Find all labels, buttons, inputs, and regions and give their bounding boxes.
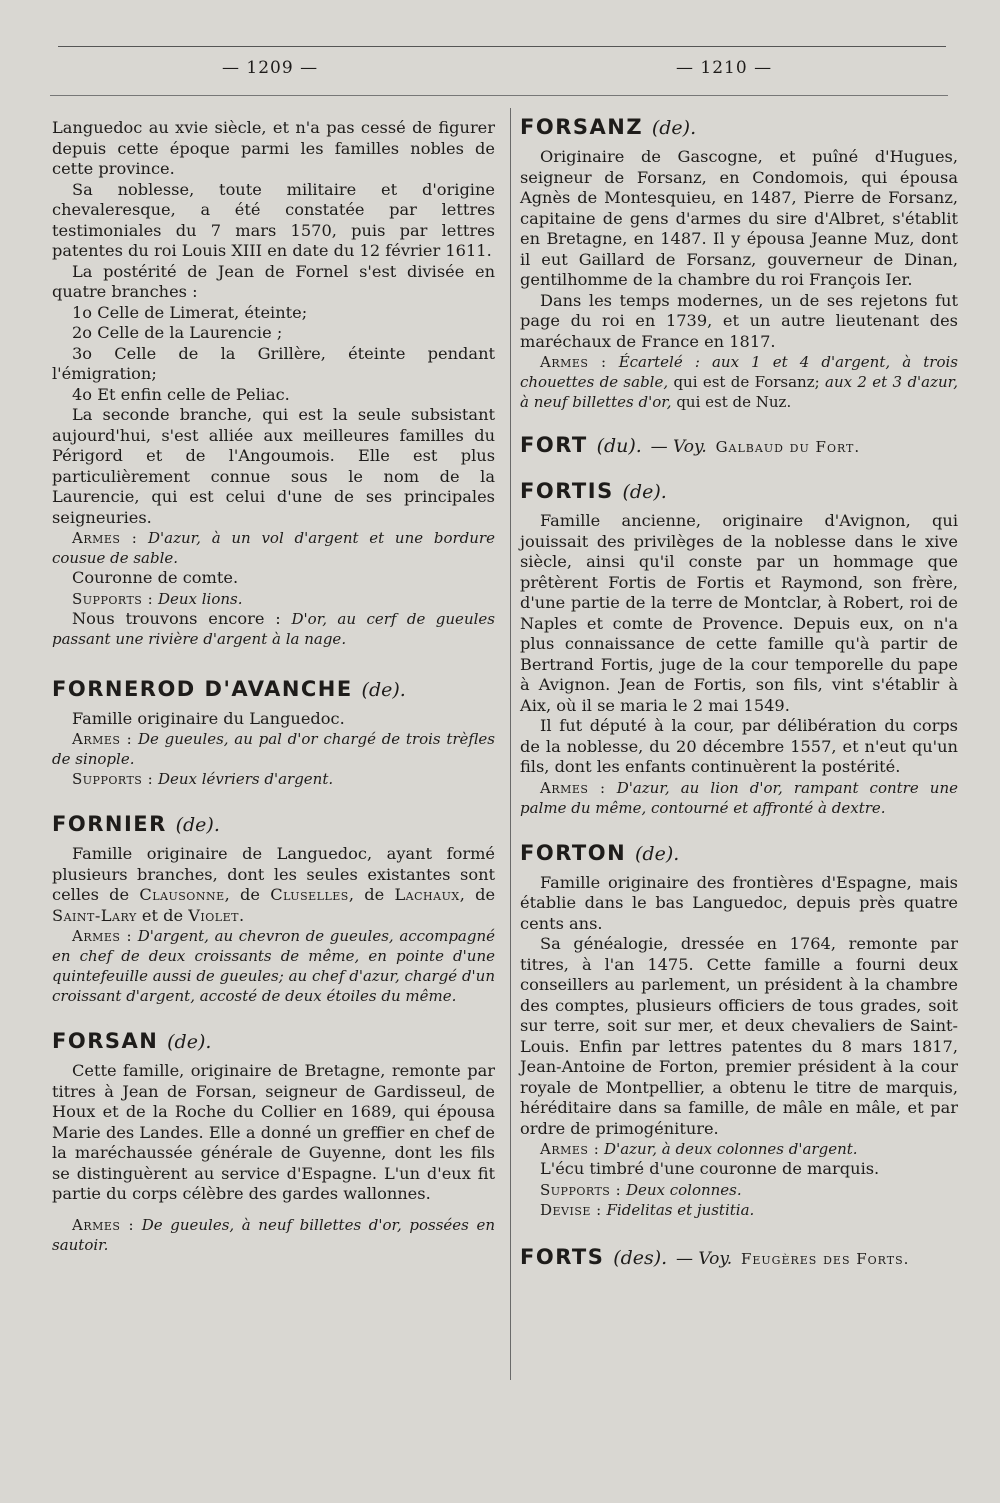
right-column bbox=[520, 114, 958, 1278]
fornerod-supports bbox=[52, 769, 495, 789]
forsan-arms bbox=[52, 1215, 495, 1255]
separator: . bbox=[238, 905, 245, 925]
see-also-reference: Galbaud du Fort. bbox=[715, 438, 861, 456]
entry-heading-fort bbox=[520, 432, 958, 460]
entry-title: FORTON bbox=[520, 840, 627, 865]
entry-heading-fortis bbox=[520, 478, 958, 505]
left-page-number: — 1209 — bbox=[222, 58, 319, 78]
entry-heading-forsanz bbox=[520, 114, 958, 141]
column-divider bbox=[510, 108, 511, 1380]
arms-text: D'azur, à un vol d'argent et une bordure cousue de sable. bbox=[52, 529, 495, 567]
arms-note: qui est de Nuz. bbox=[676, 393, 792, 411]
fortis-paragraph-1: Famille ancienne, originaire d'Avignon, qui jouissait des privilèges de la noblesse dans le xive siècle, ainsi qu'il conste par un hommage que prêtèrent Fortis de Fortis et Raymond, son frère, d'une partie de la terre de Montclar, à Robert, roi de Naples et comte de Provence. Depuis eux, on n'a plus connaissance de cette famille qu'à partir de Bertrand Fortis, juge de la cour temporelle du pape à Avignon. Jean de Fortis, son fils, vint s'établir à Aix, où il se maria le 2 mai 1549. bbox=[520, 511, 958, 715]
entry-particle: (de). bbox=[175, 814, 220, 836]
entry-title: FORT bbox=[520, 433, 588, 457]
entry-title: FORTS bbox=[520, 1244, 605, 1269]
forsanz-paragraph-1: Originaire de Gascogne, et puîné d'Hugues, seigneur de Forsanz, en Condomois, qui épousa Agnès de Montesquieu, en 1487, Pierre de Forsanz, capitaine de gens d'armes du sire d'Albret, s'établit en Bretagne, en 1487. Il y épousa Jeanne Muz, dont il eut Gaillard de Forsanz, gouverneur de Dinan, gentilhomme de la chambre du roi François Ier. bbox=[520, 147, 958, 289]
see-also: — Voy. bbox=[650, 437, 707, 457]
left-paragraph-4: La seconde branche, qui est la seule subsistant aujourd'hui, s'est alliée aux meilleures familles du Périgord et de l'Angoumois. Elle est plus particulièrement connue sous le nom de la Laurencie, qui est celui d'une de ses principales seigneuries. bbox=[52, 405, 495, 527]
entry-particle: (de). bbox=[622, 481, 667, 503]
arms-label: Armes : bbox=[72, 529, 138, 547]
arms-text: D'azur, au lion d'or, rampant contre une palme du même, contourné et affronté à dextre. bbox=[520, 778, 959, 817]
entry-title: FORSANZ bbox=[520, 115, 644, 139]
family-saint-lary: Saint-Lary bbox=[52, 905, 137, 925]
supports-label: Supports : bbox=[540, 1180, 622, 1199]
left-column bbox=[52, 118, 495, 1255]
arms-label: Armes : bbox=[72, 927, 133, 945]
entry-title: FORNIER bbox=[52, 812, 167, 836]
separator: , de bbox=[348, 885, 385, 904]
crown-line: Couronne de comte. bbox=[72, 568, 239, 587]
branch-2: 2o Celle de la Laurencie ; bbox=[72, 323, 283, 342]
forton-paragraph-2: Sa généalogie, dressée en 1764, remonte par titres, à l'an 1475. Cette famille a fourni deux conseillers au parlement, un président à la chambre des comptes, plusieurs officiers de tous grades, soit sur terre, soit sur mer, et deux chevaliers de Saint-Louis. Enfin par lettres patentes du 8 mars 1817, Jean-Antoine de Forton, premier président à la cour royale de Montpellier, a obtenu le titre de marquis, héréditaire dans sa famille, de mâle en mâle, et par ordre de primogéniture. bbox=[520, 934, 958, 1138]
extra-arms-intro: Nous trouvons encore : bbox=[72, 608, 281, 628]
right-page-number: — 1210 — bbox=[676, 58, 773, 78]
arms-label: Armes : bbox=[72, 730, 133, 748]
forton-ecu: L'écu timbré d'une couronne de marquis. bbox=[540, 1159, 880, 1178]
arms-text: Écartelé : aux 1 et 4 d'argent, à trois chouettes de sable, bbox=[520, 353, 958, 391]
entry-particle: (de). bbox=[635, 842, 680, 865]
branch-1: 1o Celle de Limerat, éteinte; bbox=[72, 302, 308, 322]
forsan-paragraph: Cette famille, originaire de Bretagne, remonte par titres à Jean de Forsan, seigneur de Gardisseul, de Houx et de la Roche du Collier en 1689, qui épousa Marie des Landes. Elle a donné un greffier en chef de la maréchaussée générale de Guyenne, dont les fils se distinguèrent au service d'Espagne. L'un d'eux fit partie du corps célèbre des gardes wallonnes. bbox=[52, 1061, 495, 1203]
entry-particle: (du). bbox=[596, 435, 642, 457]
family-violet: Violet bbox=[188, 905, 239, 925]
left-paragraph-2: Sa noblesse, toute militaire et d'origine chevaleresque, a été constatée par lettres testimoniales du 7 mars 1570, puis par lettres patentes du roi Louis XIII en date du 12 février 1611. bbox=[52, 179, 495, 260]
fortis-arms bbox=[520, 778, 958, 818]
supports-text: Deux lions. bbox=[157, 589, 243, 608]
forton-supports bbox=[520, 1180, 958, 1200]
arms-label: Armes : bbox=[540, 353, 607, 371]
separator: et de bbox=[141, 905, 184, 925]
fornier-text: Famille originaire de Languedoc, ayant formé plusieurs branches, dont les seules existantes sont celles de bbox=[52, 844, 495, 904]
entry-title: FORSAN bbox=[52, 1029, 159, 1053]
arms-text: De gueules, à neuf billettes d'or, possées en sautoir. bbox=[52, 1215, 496, 1254]
family-cluselles: Cluselles bbox=[270, 885, 349, 904]
entry-particle: (de). bbox=[167, 1031, 212, 1053]
motto-text: Fidelitas et justitia. bbox=[606, 1200, 755, 1219]
forsanz-arms bbox=[520, 352, 958, 412]
arms-label: Armes : bbox=[540, 1140, 600, 1158]
left-paragraph-3: La postérité de Jean de Fornel s'est divisée en quatre branches : bbox=[52, 261, 495, 301]
entry-particle: (de). bbox=[361, 678, 406, 701]
entry-heading-fornerod bbox=[52, 676, 495, 703]
top-rule bbox=[58, 46, 946, 47]
header-rule bbox=[50, 95, 948, 96]
arms-text: D'azur, à deux colonnes d'argent. bbox=[604, 1140, 858, 1158]
see-also: — Voy. bbox=[676, 1248, 733, 1269]
entry-heading-forton bbox=[520, 840, 958, 867]
supports-text: Deux lévriers d'argent. bbox=[157, 770, 334, 788]
separator: , de bbox=[224, 885, 260, 904]
supports-text: Deux colonnes. bbox=[625, 1180, 742, 1199]
entry-title: FORTIS bbox=[520, 479, 614, 503]
arms-note: qui est de Forsanz; bbox=[673, 373, 820, 391]
fornier-arms bbox=[52, 926, 495, 1006]
arms-label: Armes : bbox=[540, 778, 606, 797]
fornier-paragraph bbox=[52, 844, 495, 926]
entry-particle: (de). bbox=[651, 117, 697, 139]
supports-line bbox=[52, 589, 495, 609]
forton-motto bbox=[520, 1200, 958, 1220]
fornerod-paragraph: Famille originaire du Languedoc. bbox=[72, 708, 345, 728]
fornerod-arms bbox=[52, 729, 495, 769]
supports-label: Supports : bbox=[72, 589, 154, 608]
separator: , de bbox=[459, 885, 496, 904]
left-paragraph-1: Languedoc au xvie siècle, et n'a pas cessé de figurer depuis cette époque parmi les familles nobles de cette province. bbox=[52, 118, 495, 178]
family-clausonne: Clausonne bbox=[139, 885, 225, 904]
supports-label: Supports : bbox=[72, 770, 154, 788]
forsanz-paragraph-2: Dans les temps modernes, un de ses rejetons fut page du roi en 1739, et un autre lieutenant des maréchaux de France en 1817. bbox=[520, 290, 958, 351]
arms-text: D'argent, au chevron de gueules, accompagné en chef de deux croissants de même, en pointe d'une quintefeuille aussi de gueules; au chef d'azur, chargé d'un croissant d'argent, accosté de deux étoiles du même. bbox=[52, 927, 495, 1005]
entry-heading-forsan bbox=[52, 1028, 495, 1055]
motto-label: Devise : bbox=[540, 1200, 602, 1219]
branch-3: 3o Celle de la Grillère, éteinte pendant l'émigration; bbox=[52, 343, 495, 383]
branch-4: 4o Et enfin celle de Peliac. bbox=[72, 384, 290, 404]
arms-text: De gueules, au pal d'or chargé de trois trèfles de sinople. bbox=[52, 730, 496, 768]
forton-arms bbox=[520, 1139, 958, 1159]
arms-label: Armes : bbox=[72, 1215, 135, 1234]
fortis-paragraph-2: Il fut député à la cour, par délibération du corps de la noblesse, du 20 décembre 1557, et n'eut qu'un fils, dont les enfants continuèrent la postérité. bbox=[520, 716, 958, 776]
entry-heading-forts bbox=[520, 1244, 958, 1272]
forton-paragraph-1: Famille originaire des frontières d'Espagne, mais établie dans le bas Languedoc, depuis près quatre cents ans. bbox=[520, 872, 958, 933]
entry-heading-fornier bbox=[52, 811, 495, 838]
extra-arms-line bbox=[52, 609, 495, 650]
arms-text: aux 2 et 3 d'azur, à neuf billettes d'or, bbox=[520, 373, 958, 411]
arms-line bbox=[52, 528, 495, 568]
see-also-reference: Feugères des Forts. bbox=[740, 1249, 910, 1268]
extra-arms-text: D'or, au cerf de gueules passant une rivière d'argent à la nage. bbox=[52, 609, 495, 648]
family-lachaux: Lachaux bbox=[394, 885, 460, 904]
entry-title: FORNEROD D'AVANCHE bbox=[52, 676, 353, 701]
entry-particle: (des). bbox=[613, 1246, 668, 1269]
